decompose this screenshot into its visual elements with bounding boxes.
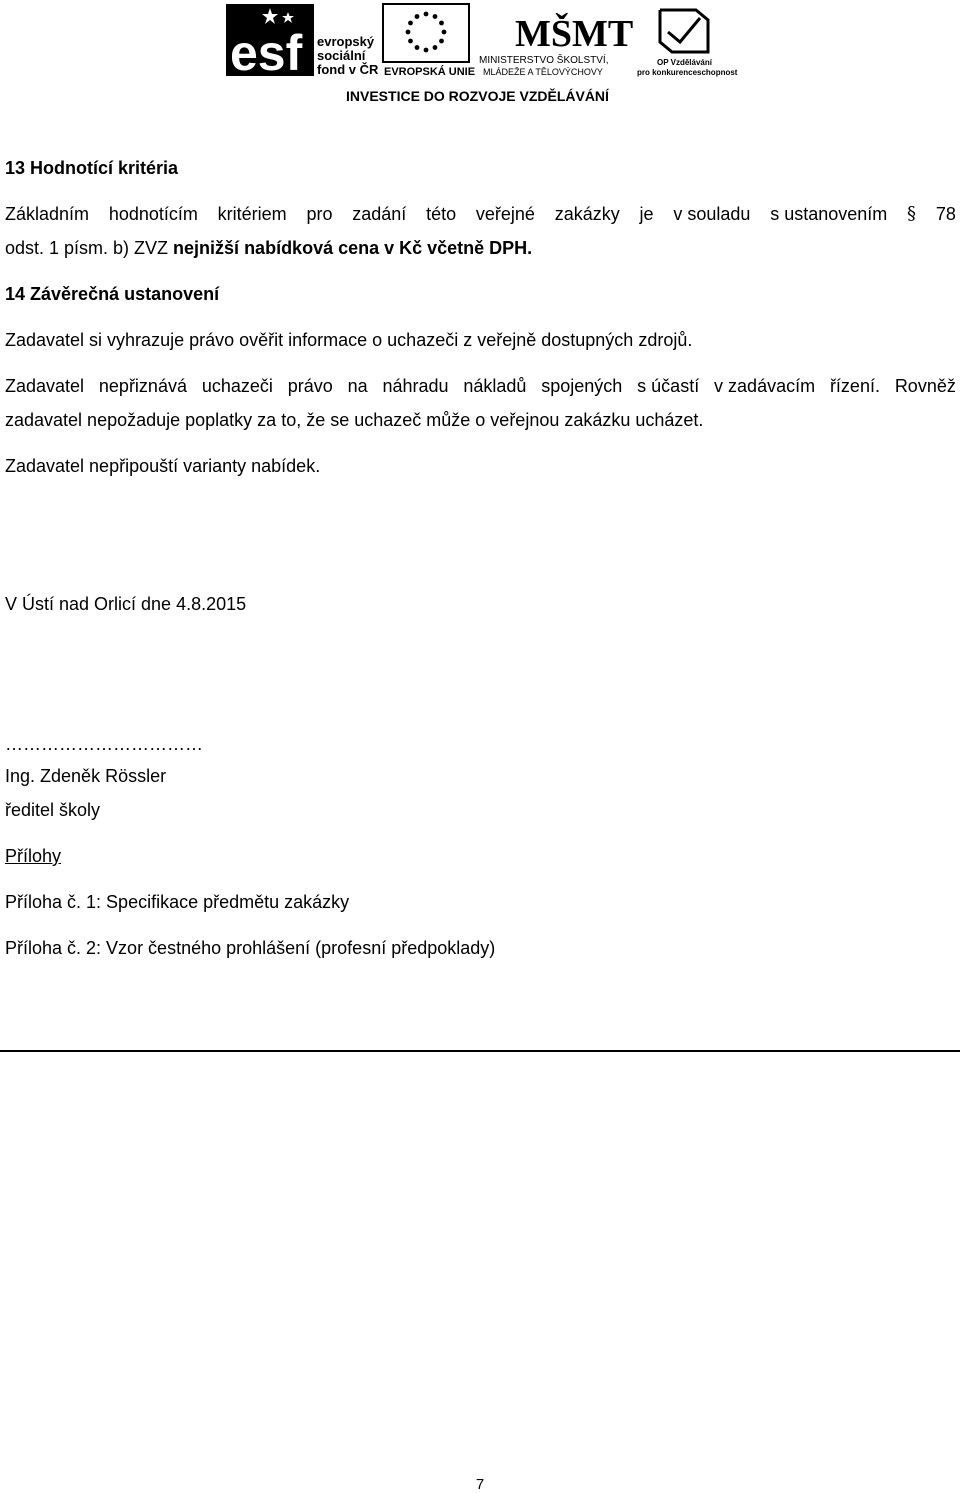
eu-logo (383, 4, 475, 78)
attachments-heading: Přílohy (5, 846, 62, 866)
msmt-line1: MINISTERSTVO ŠKOLSTVÍ, (479, 55, 609, 66)
logo-header (220, 0, 740, 106)
word: na (347, 376, 368, 396)
word: spojených (541, 376, 623, 396)
esf-line1: evropský (317, 34, 375, 49)
word: této (426, 204, 457, 224)
word: náhradu (382, 376, 449, 396)
word: právo (287, 376, 333, 396)
word: v zadávacím (714, 376, 816, 396)
op-line1: OP Vzdělávání (657, 58, 712, 67)
op-line2: pro konkurenceschopnost (637, 68, 738, 77)
word: nákladů (463, 376, 527, 396)
word: zadání (352, 204, 407, 224)
word: s ustanovením (770, 204, 888, 224)
msmt-mark: MŠMT (515, 13, 634, 55)
eu-label: EVROPSKÁ UNIE (384, 66, 476, 78)
msmt-logo (479, 12, 633, 77)
word: 78 (935, 204, 956, 224)
page-number: 7 (475, 1476, 485, 1493)
word: kritériem (217, 204, 287, 224)
section-13-line-1 (5, 203, 956, 225)
section-14-para-2-line-1 (5, 375, 956, 397)
word: Zadavatel (5, 376, 85, 396)
esf-mark: esf (230, 25, 303, 81)
place-date: V Ústí nad Orlicí dne 4.8.2015 (5, 594, 247, 614)
esf-line2: sociální (317, 48, 366, 63)
signature-dots: …………………………… (5, 734, 203, 754)
signatory-role: ředitel školy (5, 800, 101, 820)
esf-logo (226, 4, 379, 81)
footer-divider (0, 1050, 960, 1052)
word: v souladu (673, 204, 751, 224)
logo-bar-graphic (220, 0, 740, 106)
attachment-item-2: Příloha č. 2: Vzor čestného prohlášení (profesní předpoklady) (5, 938, 496, 958)
signatory-name: Ing. Zdeněk Rössler (5, 766, 167, 786)
attachment-item-1: Příloha č. 1: Specifikace předmětu zakázky (5, 892, 350, 912)
section-13-line-2 (5, 237, 532, 259)
word: uchazeči (201, 376, 273, 396)
section-14-para-2-line-2: zadavatel nepožaduje poplatky za to, že se uchazeč může o veřejnou zakázku ucházet. (5, 410, 704, 430)
word: pro (306, 204, 333, 224)
word: řízení. (829, 376, 880, 396)
line-text: odst. 1 písm. b) ZVZ (5, 238, 174, 258)
section-14-heading: 14 Závěrečná ustanovení (5, 284, 220, 304)
msmt-line2: MLÁDEŽE A TĚLOVÝCHOVY (483, 67, 603, 77)
word: s účastí (637, 376, 700, 396)
line-text-bold: nejnižší nabídková cena v Kč včetně DPH. (173, 238, 533, 258)
section-14-para-3: Zadavatel nepřipouští varianty nabídek. (5, 456, 321, 476)
word: je (639, 204, 654, 224)
section-14-para-1: Zadavatel si vyhrazuje právo ověřit informace o uchazeči z veřejně dostupných zdrojů. (5, 330, 693, 350)
word: zakázky (554, 204, 620, 224)
word: Základním (5, 204, 90, 224)
word: hodnotícím (108, 204, 198, 224)
section-13-heading: 13 Hodnotící kritéria (5, 158, 179, 178)
word: nepřiznává (98, 376, 187, 396)
section-sign: § (907, 203, 917, 224)
esf-line3: fond v ČR (317, 62, 379, 77)
tagline: INVESTICE DO ROZVOJE VZDĚLÁVÁNÍ (346, 88, 609, 104)
word: Rovněž (894, 376, 956, 396)
op-logo (637, 10, 738, 77)
word: veřejné (475, 204, 535, 224)
